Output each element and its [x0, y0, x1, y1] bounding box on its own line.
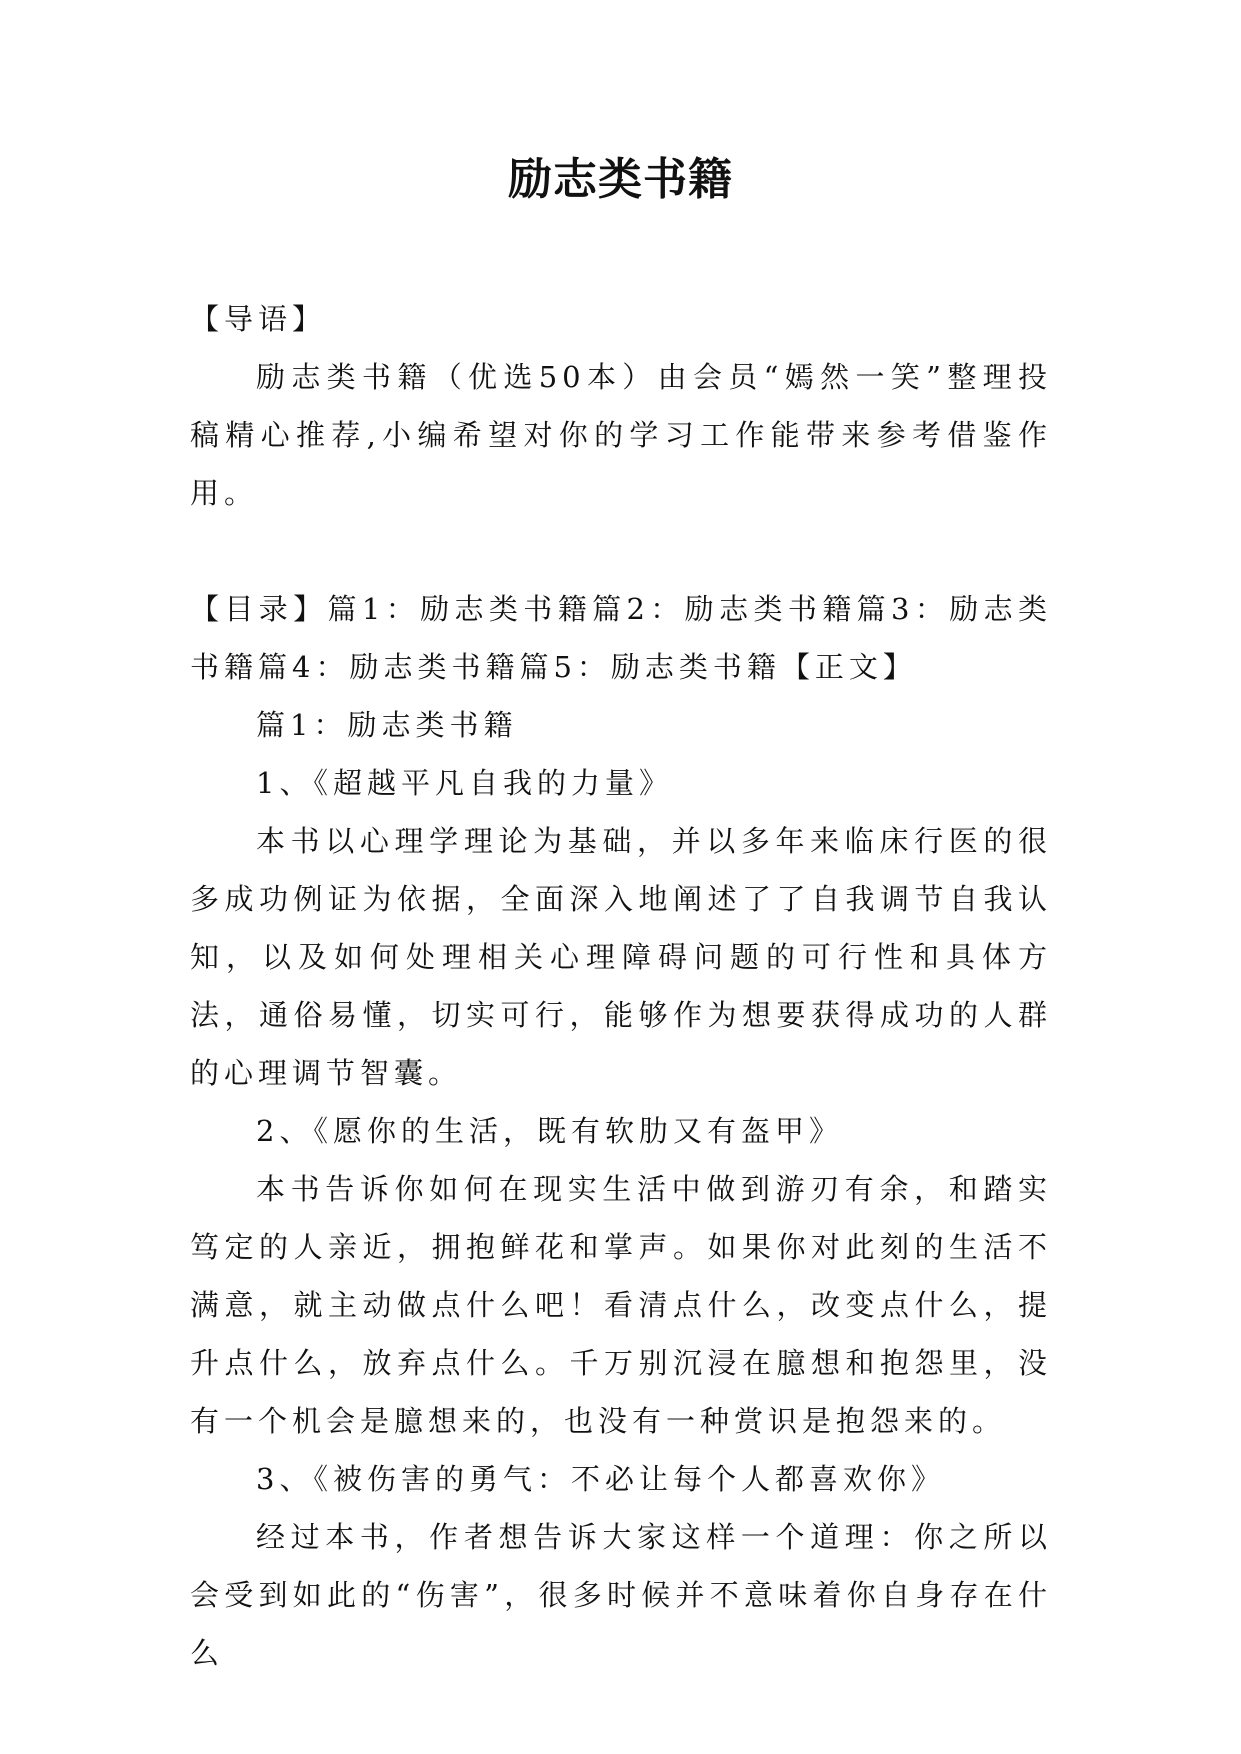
paragraph-spacer: [190, 522, 1052, 580]
book-description-2: 本书告诉你如何在现实生活中做到游刃有余，和踏实笃定的人亲近，拥抱鲜花和掌声。如果你对此刻的生活不满意，就主动做点什么吧！看清点什么，改变点什么，提升点什么，放弃点什么。千万别沉浸在臆想和抱怨里，没有一个机会是臆想来的，也没有一种赏识是抱怨来的。: [190, 1172, 1052, 1438]
intro-paragraph: 励志类书籍（优选50本）由会员“嫣然一笑”整理投稿精心推荐,小编希望对你的学习工作能带来参考借鉴作用。: [190, 360, 1052, 510]
table-of-contents: 【目录】篇1：励志类书籍篇2：励志类书籍篇3：励志类书籍篇4：励志类书籍篇5：励志类书籍【正文】: [190, 592, 1052, 684]
book-title-3: 3、《被伤害的勇气：不必让每个人都喜欢你》: [256, 1462, 945, 1496]
document-title: 励志类书籍: [508, 154, 733, 205]
document-body: [190, 290, 1052, 1682]
intro-heading: 【导语】: [190, 302, 327, 336]
book-title-1: 1、《超越平凡自我的力量》: [256, 766, 673, 800]
section-heading: 篇1：励志类书籍: [256, 708, 518, 742]
book-description-3: 经过本书，作者想告诉大家这样一个道理：你之所以会受到如此的“伤害”，很多时候并不意味着你自身存在什么: [190, 1520, 1052, 1670]
book-description-1: 本书以心理学理论为基础，并以多年来临床行医的很多成功例证为依据，全面深入地阐述了了自我调节自我认知，以及如何处理相关心理障碍问题的可行性和具体方法，通俗易懂，切实可行，能够作为想要获得成功的人群的心理调节智囊。: [190, 824, 1052, 1090]
book-title-2: 2、《愿你的生活，既有软肋又有盔甲》: [256, 1114, 843, 1148]
